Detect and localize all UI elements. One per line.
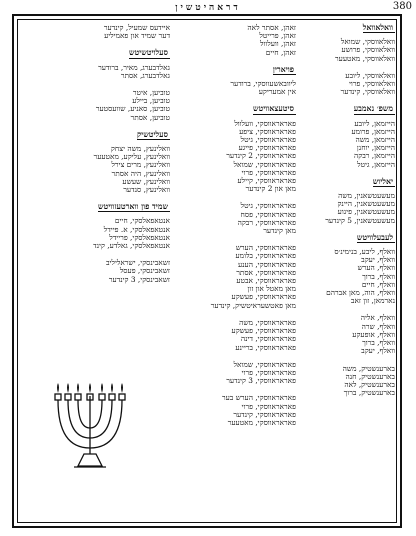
name-entry: פאראראווסקי, אסתר <box>236 267 296 277</box>
name-entry: מאן קינדער <box>263 226 296 236</box>
name-entry: וואלינעץ, סנדער <box>123 185 170 195</box>
name-entry: פאראראווסקי, פרוי <box>241 367 296 377</box>
section-heading: וואלאוואל <box>362 23 393 32</box>
name-entry: פאראראווסקי, גיטל <box>240 135 296 145</box>
name-entry: טוביען, ביילע <box>132 96 170 106</box>
name-entry: אנטאפאלסקי, חיים <box>114 216 170 226</box>
name-entry: פאראראווסקי, 3 קינדער <box>226 376 296 386</box>
name-entry: אין אמעריקע <box>258 87 296 97</box>
name-entry: פאראראווסקי, דינה <box>240 334 296 344</box>
name-entry: וואלאווסקי, ליובע <box>345 70 395 80</box>
name-entry: הייזמאן, רבקה <box>354 151 395 161</box>
name-entry: וואלאווסקי, פרושע <box>341 45 395 55</box>
name-entry: בארענשטיק, משה <box>342 363 395 373</box>
name-entry: הייזמאן, גיטל <box>357 159 395 169</box>
section <box>305 24 395 63</box>
name-entry: טוביען, סאניע, שוועסטער <box>95 104 170 114</box>
name-entry: פאראראווסקי, שמואל <box>233 159 296 169</box>
section-heading: משפ׳ נאמבע <box>353 104 393 114</box>
name-entry: פאראראווסקי, הענע <box>237 259 296 269</box>
name-entry: וואלאווסקי, מאטעער <box>335 53 395 63</box>
section <box>305 178 395 225</box>
page-header <box>0 0 416 14</box>
name-entry: וואלאווסקי, קינדער <box>340 87 395 97</box>
name-entry: וואלינעץ, עליקע, מאטעער <box>93 152 170 162</box>
name-entry: פאראראווסקי, קיילע <box>237 176 296 186</box>
section-heading: שמיד פון ווארטעזוויטש <box>98 202 168 212</box>
column-right <box>305 24 395 406</box>
name-entry: וואלינעץ, היה אסתר <box>111 168 170 178</box>
section <box>20 49 170 80</box>
name-entry: וואלף, הוה, מאן אברהם <box>326 288 395 298</box>
name-entry: זאהן, פרייטל <box>259 31 296 41</box>
name-entry: מאן פאטשעראיטשיק, קינדער <box>210 300 296 310</box>
section <box>20 259 170 284</box>
section-heading: סעליטשיק <box>137 129 168 139</box>
name-entry: פאראראווסקי, פעשקע <box>231 292 296 302</box>
name-entry: בארענשטיק, ברוך <box>343 388 395 398</box>
name-entry: פאראראווסקי, הערש בער <box>221 393 296 403</box>
name-entry: פאראראווסקי, וועלוול <box>234 118 296 128</box>
section <box>305 72 395 97</box>
name-entry: פאראראווסקי, פייגע <box>238 143 296 153</box>
section <box>305 365 395 398</box>
name-entry: מעשעטשאנין, היינק <box>337 199 395 209</box>
name-entry: פאראראווסקי, גיטל <box>240 201 296 211</box>
name-entry: טוביען, איטר <box>132 88 170 98</box>
section-heading: סיטעצאוויטש <box>253 104 294 114</box>
section <box>20 89 170 122</box>
section <box>20 203 170 250</box>
name-entry: פאראראווסקי, שמואל <box>233 359 296 369</box>
section <box>178 394 296 427</box>
name-entry: וואלף, יעקב <box>361 255 395 265</box>
name-entry: וואלף, ברוך <box>362 271 395 281</box>
name-entry: וואלינעץ, שעשע <box>122 176 170 186</box>
name-entry: מאן מאטל און זון <box>247 284 296 294</box>
name-entry: וואלף, ברוך <box>362 338 395 348</box>
name-entry: פאראראווסקי, בריינע <box>235 342 296 352</box>
section <box>178 202 296 235</box>
name-entry: פאראראווסקי, פרוי <box>241 401 296 411</box>
section <box>178 105 296 193</box>
name-entry: אנטאפאלסקי, פריידל <box>109 232 170 242</box>
name-entry: פאראראווסקי, אבטע <box>236 276 296 286</box>
name-entry: הייזמאן, משה <box>355 135 395 145</box>
name-entry: אנטאפאלסקי, גאלדע, קינד <box>93 241 170 251</box>
name-entry: מעשעטשאנין, פינוע <box>337 207 395 217</box>
name-entry: פאראראווסקי, משה <box>239 317 296 327</box>
name-entry: הייזמאן, פרומע <box>351 126 395 136</box>
name-entry: ליוובאשעווסקי, ברודער <box>230 79 296 89</box>
name-entry: פאראראווסקי, פרוי <box>241 167 296 177</box>
name-entry: פאראראווסקי, מאטעער <box>227 417 296 427</box>
name-entry: מאן און 2 קינדער <box>245 184 296 194</box>
name-entry: פאראראווסקי, 2 קינדער <box>226 151 296 161</box>
section-heading: סעלויטשיטש <box>128 48 168 58</box>
name-entry: וואלף, חיים <box>361 279 395 289</box>
name-entry: וואלף, הערש <box>357 263 395 273</box>
name-entry: נארמאן, זון זאב <box>350 296 395 306</box>
name-entry: פאראראווסקי, קינדער <box>233 409 296 419</box>
name-entry: פאראראווסקי, פסח <box>240 209 296 219</box>
name-entry: וואלף, ליבע, בנימינ׳ס <box>334 247 395 257</box>
name-entry: הייזמאן, ליובע <box>354 118 395 128</box>
section <box>305 105 395 168</box>
name-entry: וואלף, אופעקע <box>352 329 395 339</box>
section-heading: לעבעלוויטש <box>356 232 393 242</box>
section <box>178 361 296 386</box>
column-middle <box>178 24 296 436</box>
name-entry: מעשעטשאנין, משה <box>338 191 395 201</box>
name-entry: פאראראווסקי, פעשקע <box>231 326 296 336</box>
name-entry: פאראראווסקי, הערש <box>235 243 296 253</box>
name-entry: וואלף, יעקב <box>361 346 395 356</box>
name-entry: וואלאווסקי, שמואל <box>340 37 395 47</box>
name-entry: גאלדבערג, מאיר, ברודער <box>98 62 170 72</box>
column-left <box>20 24 170 293</box>
name-entry: פאראראווסקי, רבקה <box>237 217 296 227</box>
name-entry: וואלינעץ, משה יצחק <box>110 144 170 154</box>
name-entry: זשאבינסקי, פעסל <box>119 266 170 276</box>
name-entry: בארענשטיק, לאה <box>344 379 395 389</box>
name-entry: הייזמאן, יוחנן <box>356 143 395 153</box>
name-entry: זאהן, וועלוול <box>260 39 296 49</box>
name-entry: גאלדבערג, אסתר <box>120 70 170 80</box>
section <box>178 244 296 310</box>
section-heading: יאליוש <box>372 176 393 186</box>
running-title: דראהיטשין <box>175 3 241 13</box>
name-entry: זאהן, אסתר לאה <box>247 23 296 32</box>
name-entry: טוביען, אסתר <box>130 112 170 122</box>
section <box>20 24 170 40</box>
name-entry: וואלף, שרה <box>361 321 395 331</box>
name-entry: וואלינעץ, מרים צירל <box>111 160 170 170</box>
name-entry: פאראראווסקי, ציפע <box>239 126 296 136</box>
name-entry: דער שמיד און פאמיליע <box>104 31 170 41</box>
name-entry: זשאבינסקי, ישראליליב <box>105 258 170 268</box>
name-entry: זאהן, חיים <box>265 47 296 57</box>
section <box>305 234 395 306</box>
section <box>20 131 170 194</box>
page-number: 380 <box>392 1 412 12</box>
section <box>178 319 296 352</box>
section-heading: פויארין <box>272 64 294 74</box>
section <box>305 314 395 355</box>
name-entry: אנטאפאלסקי, א. פיידל <box>103 224 170 234</box>
name-entry: פאראראווסקי, בלומע <box>235 251 296 261</box>
section <box>178 24 296 57</box>
name-entry: בארענשטיק, חנה <box>345 371 395 381</box>
section <box>178 66 296 97</box>
name-entry: וואלף, אליה <box>360 313 395 323</box>
name-entry: וואלאווסקי, פרוי <box>348 79 395 89</box>
name-entry: מעשעטשאנין, 5 קינדער <box>325 215 395 225</box>
menorah-icon <box>50 378 130 470</box>
name-entry: זשאבינסקי, 3 קינדער <box>108 274 170 284</box>
name-entry: איידעס שמעיל, קינדער <box>103 23 170 32</box>
